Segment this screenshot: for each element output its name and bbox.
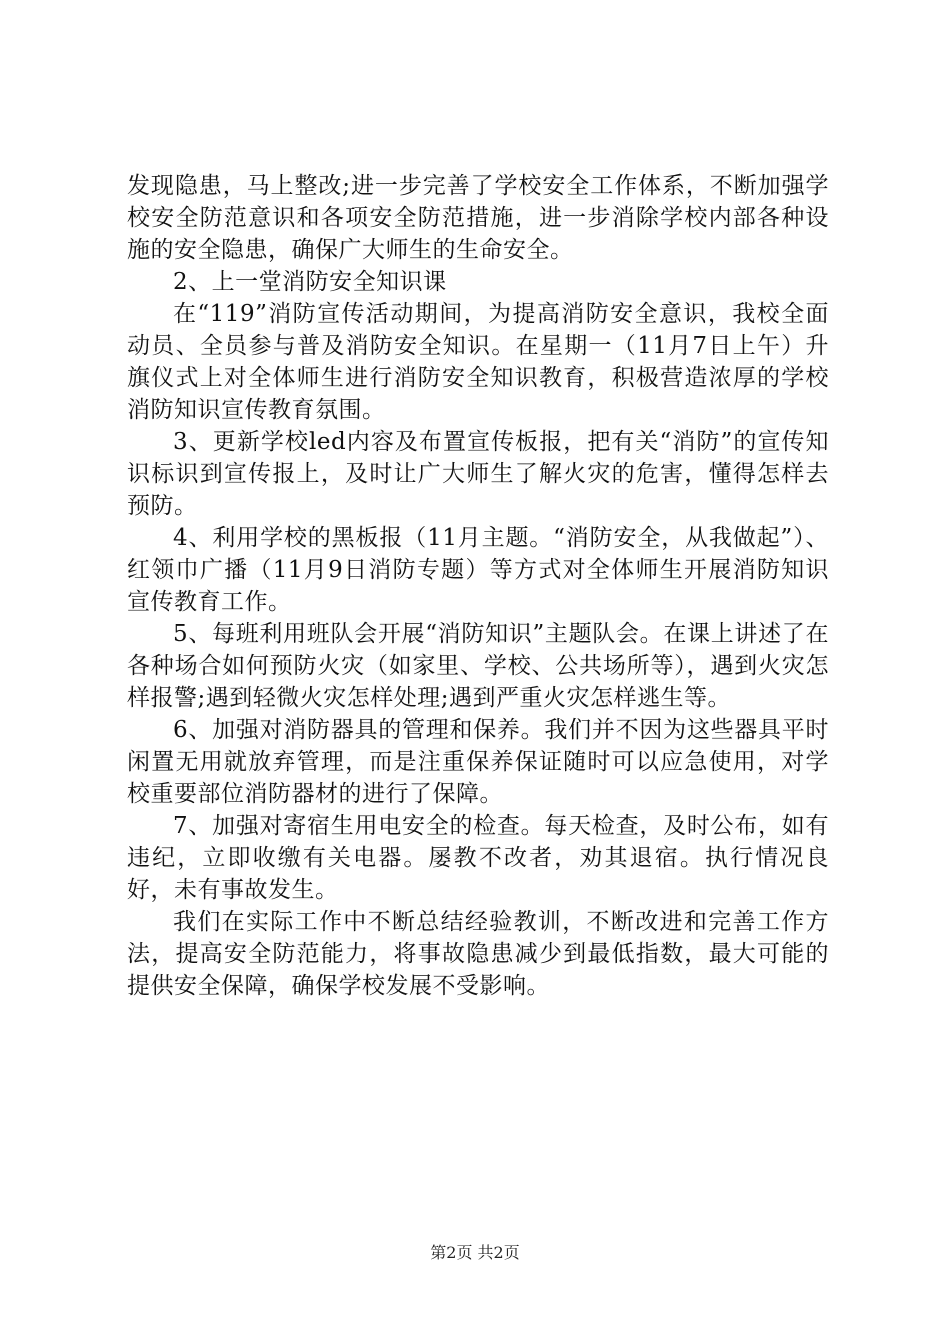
paragraph-item-3: 3、更新学校led内容及布置宣传板报，把有关“消防”的宣传知识标识到宣传报上，及时让广大师生了解火灾的危害，懂得怎样去预防。 (127, 429, 829, 519)
paragraph-item-7: 7、加强对寄宿生用电安全的检查。每天检查，及时公布，如有违纪，立即收缴有关电器。屡教不改者，劝其退宿。执行情况良好，未有事故发生。 (127, 813, 829, 903)
section-heading-2: 2、上一堂消防安全知识课 (173, 269, 447, 295)
page-number-footer: 第2页 共2页 (430, 1243, 520, 1262)
paragraph-item-5: 5、每班利用班队会开展“消防知识”主题队会。在课上讲述了在各种场合如何预防火灾（如家里、学校、公共场所等），遇到火灾怎样报警;遇到轻微火灾怎样处理;遇到严重火灾怎样逃生等。 (127, 621, 829, 711)
paragraph-item-6: 6、加强对消防器具的管理和保养。我们并不因为这些器具平时闲置无用就放弃管理，而是注重保养保证随时可以应急使用，对学校重要部位消防器材的进行了保障。 (127, 717, 829, 807)
paragraph-conclusion: 我们在实际工作中不断总结经验教训，不断改进和完善工作方法，提高安全防范能力，将事故隐患减少到最低指数，最大可能的提供安全保障，确保学校发展不受影响。 (127, 909, 829, 999)
document-body (127, 170, 829, 1002)
paragraph-item-4: 4、利用学校的黑板报（11月主题。“消防安全，从我做起”）、红领巾广播（11月9日消防专题）等方式对全体师生开展消防知识宣传教育工作。 (127, 525, 829, 615)
paragraph-119-campaign: 在“119”消防宣传活动期间，为提高消防安全意识，我校全面动员、全员参与普及消防安全知识。在星期一（11月7日上午）升旗仪式上对全体师生进行消防安全知识教育，积极营造浓厚的学校消防知识宣传教育氛围。 (127, 301, 829, 423)
paragraph-continued: 发现隐患，马上整改;进一步完善了学校安全工作体系，不断加强学校安全防范意识和各项安全防范措施，进一步消除学校内部各种设施的安全隐患，确保广大师生的生命安全。 (127, 173, 829, 263)
